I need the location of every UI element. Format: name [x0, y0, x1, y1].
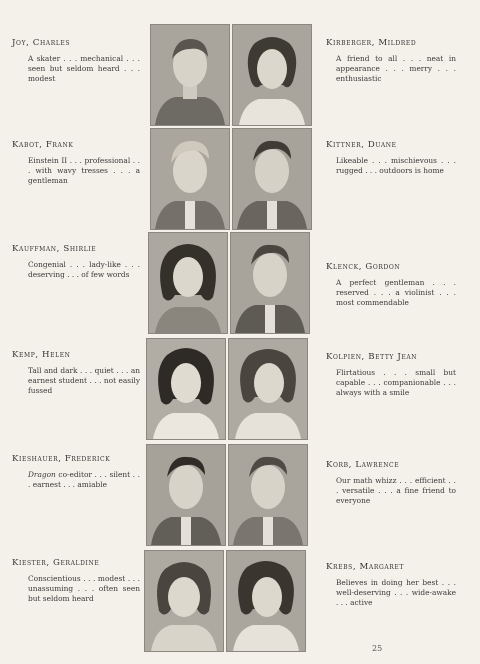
- student-portrait-photo: [228, 444, 308, 546]
- student-name: Kolpien, Betty Jean: [326, 352, 418, 362]
- student-name: Klenck, Gordon: [326, 262, 401, 272]
- student-entry-right: [326, 140, 466, 176]
- student-entry-left: [12, 454, 144, 490]
- student-row: [0, 128, 480, 232]
- student-portrait-photo: [232, 128, 312, 230]
- student-entry-left: [12, 140, 144, 186]
- student-description: Dragon co-editor . . . silent . . . earnest . . . amiable: [28, 470, 140, 489]
- student-portrait-photo: [146, 338, 226, 440]
- student-row: [0, 338, 480, 442]
- page-number: 25: [372, 644, 383, 653]
- student-description: Likeable . . . mischievous . . . rugged . . . outdoors is home: [336, 156, 456, 175]
- student-description: A perfect gentleman . . . reserved . . . a violinist . . . most commendable: [336, 278, 456, 307]
- student-portrait-photo: [148, 232, 228, 334]
- student-portrait-photo: [150, 24, 230, 126]
- student-name: Kemp, Helen: [12, 350, 71, 360]
- student-description: Congenial . . . lady-like . . . deserving . . . of few words: [28, 260, 140, 279]
- student-portrait-photo: [146, 444, 226, 546]
- student-entry-right: [326, 460, 466, 506]
- student-name: Kittner, Duane: [326, 140, 397, 150]
- student-entry-right: [326, 562, 466, 608]
- student-entry-left: [12, 558, 144, 604]
- student-portrait-photo: [150, 128, 230, 230]
- student-description: Flirtatious . . . small but capable . . . companionable . . . always with a smile: [336, 368, 456, 397]
- student-description: Believes in doing her best . . . well-deserving . . . wide-awake . . . active: [336, 578, 456, 607]
- student-description: Einstein II . . . professional . . . with wavy tresses . . . a gentleman: [28, 156, 140, 185]
- student-row: [0, 550, 480, 654]
- student-description: A friend to all . . . neat in appearance . . . merry . . . enthusiastic: [336, 54, 456, 83]
- student-name: Kieshauer, Frederick: [12, 454, 111, 464]
- student-portrait-photo: [226, 550, 306, 652]
- student-description: A skater . . . mechanical . . . seen but seldom heard . . . modest: [28, 54, 140, 83]
- student-name: Kauffman, Shirlie: [12, 244, 97, 254]
- student-name: Kabot, Frank: [12, 140, 74, 150]
- student-portrait-photo: [228, 338, 308, 440]
- student-name: Kiester, Geraldine: [12, 558, 100, 568]
- student-name: Joy, Charles: [12, 38, 71, 48]
- student-portrait-photo: [144, 550, 224, 652]
- student-entry-right: [326, 262, 466, 308]
- student-entry-right: [326, 352, 466, 398]
- student-entry-left: [12, 38, 144, 84]
- publication-name: Dragon: [28, 470, 56, 479]
- student-entry-left: [12, 244, 144, 280]
- student-entry-right: [326, 38, 466, 84]
- student-row: [0, 444, 480, 548]
- student-name: Korb, Lawrence: [326, 460, 400, 470]
- student-description: Tall and dark . . . quiet . . . an earnest student . . . not easily fussed: [28, 366, 140, 395]
- student-name: Kirberger, Mildred: [326, 38, 417, 48]
- student-description: Our math whizz . . . efficient . . . versatile . . . a fine friend to everyone: [336, 476, 456, 505]
- student-name: Krebs, Margaret: [326, 562, 404, 572]
- student-portrait-photo: [232, 24, 312, 126]
- student-row: [0, 24, 480, 128]
- student-entry-left: [12, 350, 144, 396]
- student-row: [0, 232, 480, 336]
- student-description: Conscientious . . . modest . . . unassuming . . . often seen but seldom heard: [28, 574, 140, 603]
- student-portrait-photo: [230, 232, 310, 334]
